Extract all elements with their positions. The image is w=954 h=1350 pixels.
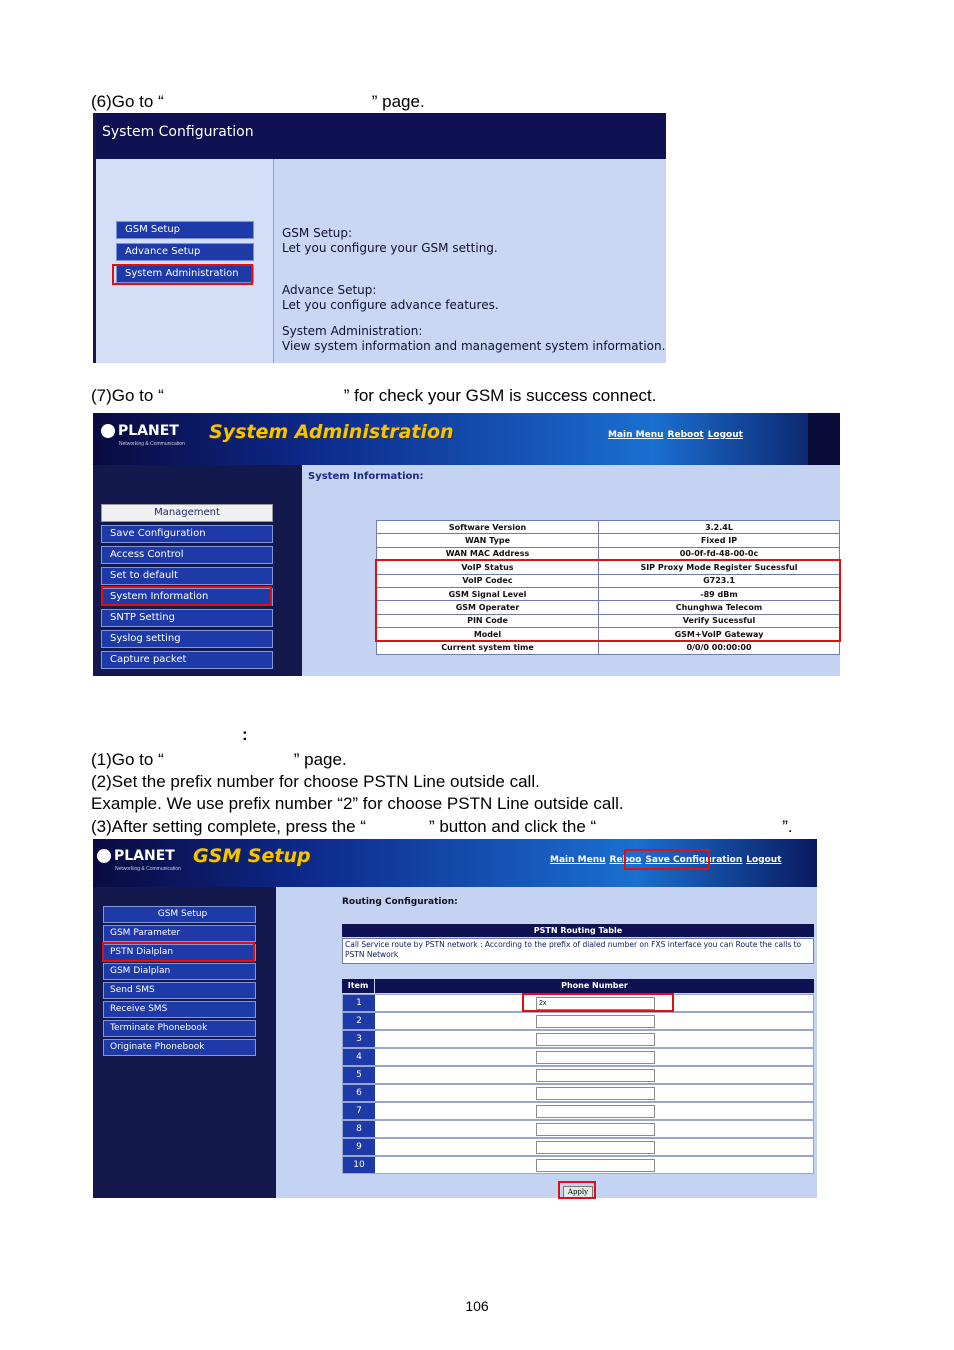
menu-set-to-default[interactable]: Set to default (101, 567, 273, 585)
nav-reboot[interactable]: Reboot (667, 430, 704, 440)
step-3-pre: (3)After setting complete, press the “ (91, 817, 366, 836)
step-7-pre: (7)Go to “ (91, 386, 164, 405)
table-row (377, 534, 840, 547)
table-row (342, 1012, 814, 1030)
highlight-system-administration (112, 264, 253, 285)
row-item: 3 (343, 1031, 375, 1047)
logo-subtitle: Networking & Communication (119, 441, 185, 447)
info-value: 3.2.4L (599, 521, 840, 534)
info-key: PIN Code (377, 614, 599, 627)
example-text: Example. We use prefix number “2” for choose PSTN Line outside call. (91, 794, 624, 813)
desc-advance-setup (282, 283, 499, 313)
sysadmin-sidebar (93, 465, 302, 676)
table-row (342, 1084, 814, 1102)
info-value: Verify Sucessful (599, 614, 840, 627)
menu-sntp-setting[interactable]: SNTP Setting (101, 609, 273, 627)
info-value: -89 dBm (599, 587, 840, 600)
menu-syslog-setting[interactable]: Syslog setting (101, 630, 273, 648)
sysconfig-menu (96, 159, 274, 363)
logo-subtitle: Networking & Communication (115, 866, 181, 872)
col-item-header: Item (342, 979, 374, 993)
pstn-routing-table-title: PSTN Routing Table (342, 924, 814, 937)
menu-send-sms[interactable]: Send SMS (103, 982, 256, 999)
routing-configuration-title: Routing Configuration: (342, 897, 458, 907)
planet-logo (101, 423, 179, 439)
row-item: 7 (343, 1103, 375, 1119)
step-2-text: (2)Set the prefix number for choose PSTN Line outside call. (91, 772, 540, 791)
info-value: GSM+VoIP Gateway (599, 628, 840, 641)
menu-management-header: Management (101, 504, 273, 522)
system-information-title: System Information: (308, 471, 424, 482)
table-row (342, 1030, 814, 1048)
highlight-system-information (101, 586, 272, 606)
row-item: 6 (343, 1085, 375, 1101)
step-6-post: ” page. (371, 92, 425, 111)
phone-number-input[interactable] (536, 1087, 655, 1100)
apply-button[interactable]: Apply (563, 1186, 593, 1198)
menu-gsm-parameter[interactable]: GSM Parameter (103, 925, 256, 942)
info-value: Chunghwa Telecom (599, 601, 840, 614)
row-item: 10 (343, 1157, 375, 1173)
table-row (342, 1102, 814, 1120)
phone-number-input[interactable] (536, 1033, 655, 1046)
sysadmin-header (93, 413, 840, 465)
info-value: SIP Proxy Mode Register Sucessful (599, 561, 840, 574)
table-row (342, 1048, 814, 1066)
phone-number-input[interactable] (536, 1069, 655, 1082)
step-1-pre: (1)Go to “ (91, 750, 164, 769)
phone-number-input[interactable] (536, 1141, 655, 1154)
row-item: 2 (343, 1013, 375, 1029)
menu-access-control[interactable]: Access Control (101, 546, 273, 564)
row-item: 8 (343, 1121, 375, 1137)
desc-text: Let you configure your GSM setting. (282, 241, 498, 255)
gsm-setup-screenshot (93, 839, 817, 1198)
nav-reboot[interactable]: Reboo (609, 855, 642, 865)
menu-advance-setup[interactable]: Advance Setup (116, 243, 254, 261)
info-key: VoIP Codec (377, 574, 599, 587)
desc-title: Advance Setup: (282, 283, 377, 297)
phone-number-input[interactable] (536, 1015, 655, 1028)
nav-main-menu[interactable]: Main Menu (550, 855, 606, 865)
menu-receive-sms[interactable]: Receive SMS (103, 1001, 256, 1018)
banner-title: GSM Setup (193, 845, 311, 867)
nav-main-menu[interactable]: Main Menu (608, 430, 664, 440)
table-row (342, 1120, 814, 1138)
desc-system-administration (282, 324, 665, 354)
nav-logout[interactable]: Logout (746, 855, 782, 865)
page-number: 106 (465, 1298, 489, 1314)
logo-text: PLANET (114, 848, 175, 864)
step-6-text (91, 91, 425, 112)
banner-title: System Administration (209, 421, 454, 443)
section-heading-colon: : (242, 725, 248, 744)
menu-save-configuration[interactable]: Save Configuration (101, 525, 273, 543)
highlight-phone-number-input (522, 993, 674, 1012)
table-row (342, 1066, 814, 1084)
desc-title: GSM Setup: (282, 226, 353, 240)
menu-capture-packet[interactable]: Capture packet (101, 651, 273, 669)
sysconfig-header: System Configuration (96, 113, 666, 159)
menu-gsm-dialplan[interactable]: GSM Dialplan (103, 963, 256, 980)
menu-system-information[interactable]: System Information (101, 588, 273, 606)
logo-text: PLANET (118, 423, 179, 439)
step-6-pre: (6)Go to “ (91, 92, 164, 111)
col-phone-number-header: Phone Number (375, 979, 814, 993)
desc-text: View system information and management system information. (282, 339, 666, 353)
step-7-text (91, 385, 656, 406)
highlight-pstn-dialplan (102, 942, 255, 962)
planet-logo-icon (101, 424, 115, 438)
info-key: GSM Operater (377, 601, 599, 614)
top-nav (608, 430, 747, 440)
planet-logo-icon (97, 849, 111, 863)
phone-number-input[interactable]: 2x (536, 997, 655, 1010)
row-item: 5 (343, 1067, 375, 1083)
table-row (342, 1138, 814, 1156)
row-item: 4 (343, 1049, 375, 1065)
step-3-post: ”. (782, 817, 793, 836)
nav-logout[interactable]: Logout (707, 430, 743, 440)
menu-terminate-phonebook[interactable]: Terminate Phonebook (103, 1020, 256, 1037)
routing-description: Call Service route by PSTN network : According to the prefix of dialed number on FXS interface you can Route the calls to PSTN Network (342, 938, 814, 964)
phone-number-input[interactable] (536, 1159, 655, 1172)
info-key: GSM Signal Level (377, 587, 599, 600)
step-3-mid: ” button and click the “ (428, 817, 597, 836)
highlight-apply-button (558, 1181, 596, 1199)
info-key: WAN MAC Address (377, 547, 599, 560)
header-end-panel (808, 413, 840, 465)
info-value: 00-0f-fd-48-00-0c (599, 547, 840, 560)
step-1-post: ” page. (293, 750, 347, 769)
desc-gsm-setup (282, 226, 498, 256)
table-row (377, 521, 840, 534)
step-1-text (91, 749, 347, 770)
desc-text: Let you configure advance features. (282, 298, 499, 312)
highlight-gsm-status-rows (375, 559, 841, 642)
menu-gsm-setup[interactable]: GSM Setup (116, 221, 254, 239)
phone-number-input[interactable] (536, 1105, 655, 1118)
menu-gsm-setup-header: GSM Setup (103, 906, 256, 923)
table-row (342, 1156, 814, 1174)
nav-save-configuration[interactable]: Save Configuration (645, 855, 743, 865)
system-configuration-screenshot (93, 113, 666, 363)
row-item: 9 (343, 1139, 375, 1155)
row-item: 1 (343, 995, 375, 1011)
step-3-text (91, 816, 793, 837)
step-7-post: ” for check your GSM is success connect. (343, 386, 657, 405)
info-value: G723.1 (599, 574, 840, 587)
planet-logo (97, 848, 175, 864)
menu-originate-phonebook[interactable]: Originate Phonebook (103, 1039, 256, 1056)
info-key: WAN Type (377, 534, 599, 547)
highlight-save-configuration (624, 849, 710, 870)
info-value: Fixed IP (599, 534, 840, 547)
menu-system-administration[interactable]: System Administration (116, 265, 254, 283)
info-key: Current system time (377, 641, 599, 654)
info-key: Model (377, 628, 599, 641)
desc-title: System Administration: (282, 324, 423, 338)
info-key: Software Version (377, 521, 599, 534)
info-value: 0/0/0 00:00:00 (599, 641, 840, 654)
table-row (377, 641, 840, 654)
phone-number-input[interactable] (536, 1051, 655, 1064)
menu-pstn-dialplan[interactable]: PSTN Dialplan (103, 944, 256, 961)
info-key: VoIP Status (377, 561, 599, 574)
phone-number-input[interactable] (536, 1123, 655, 1136)
gsmsetup-sidebar (93, 887, 276, 1198)
